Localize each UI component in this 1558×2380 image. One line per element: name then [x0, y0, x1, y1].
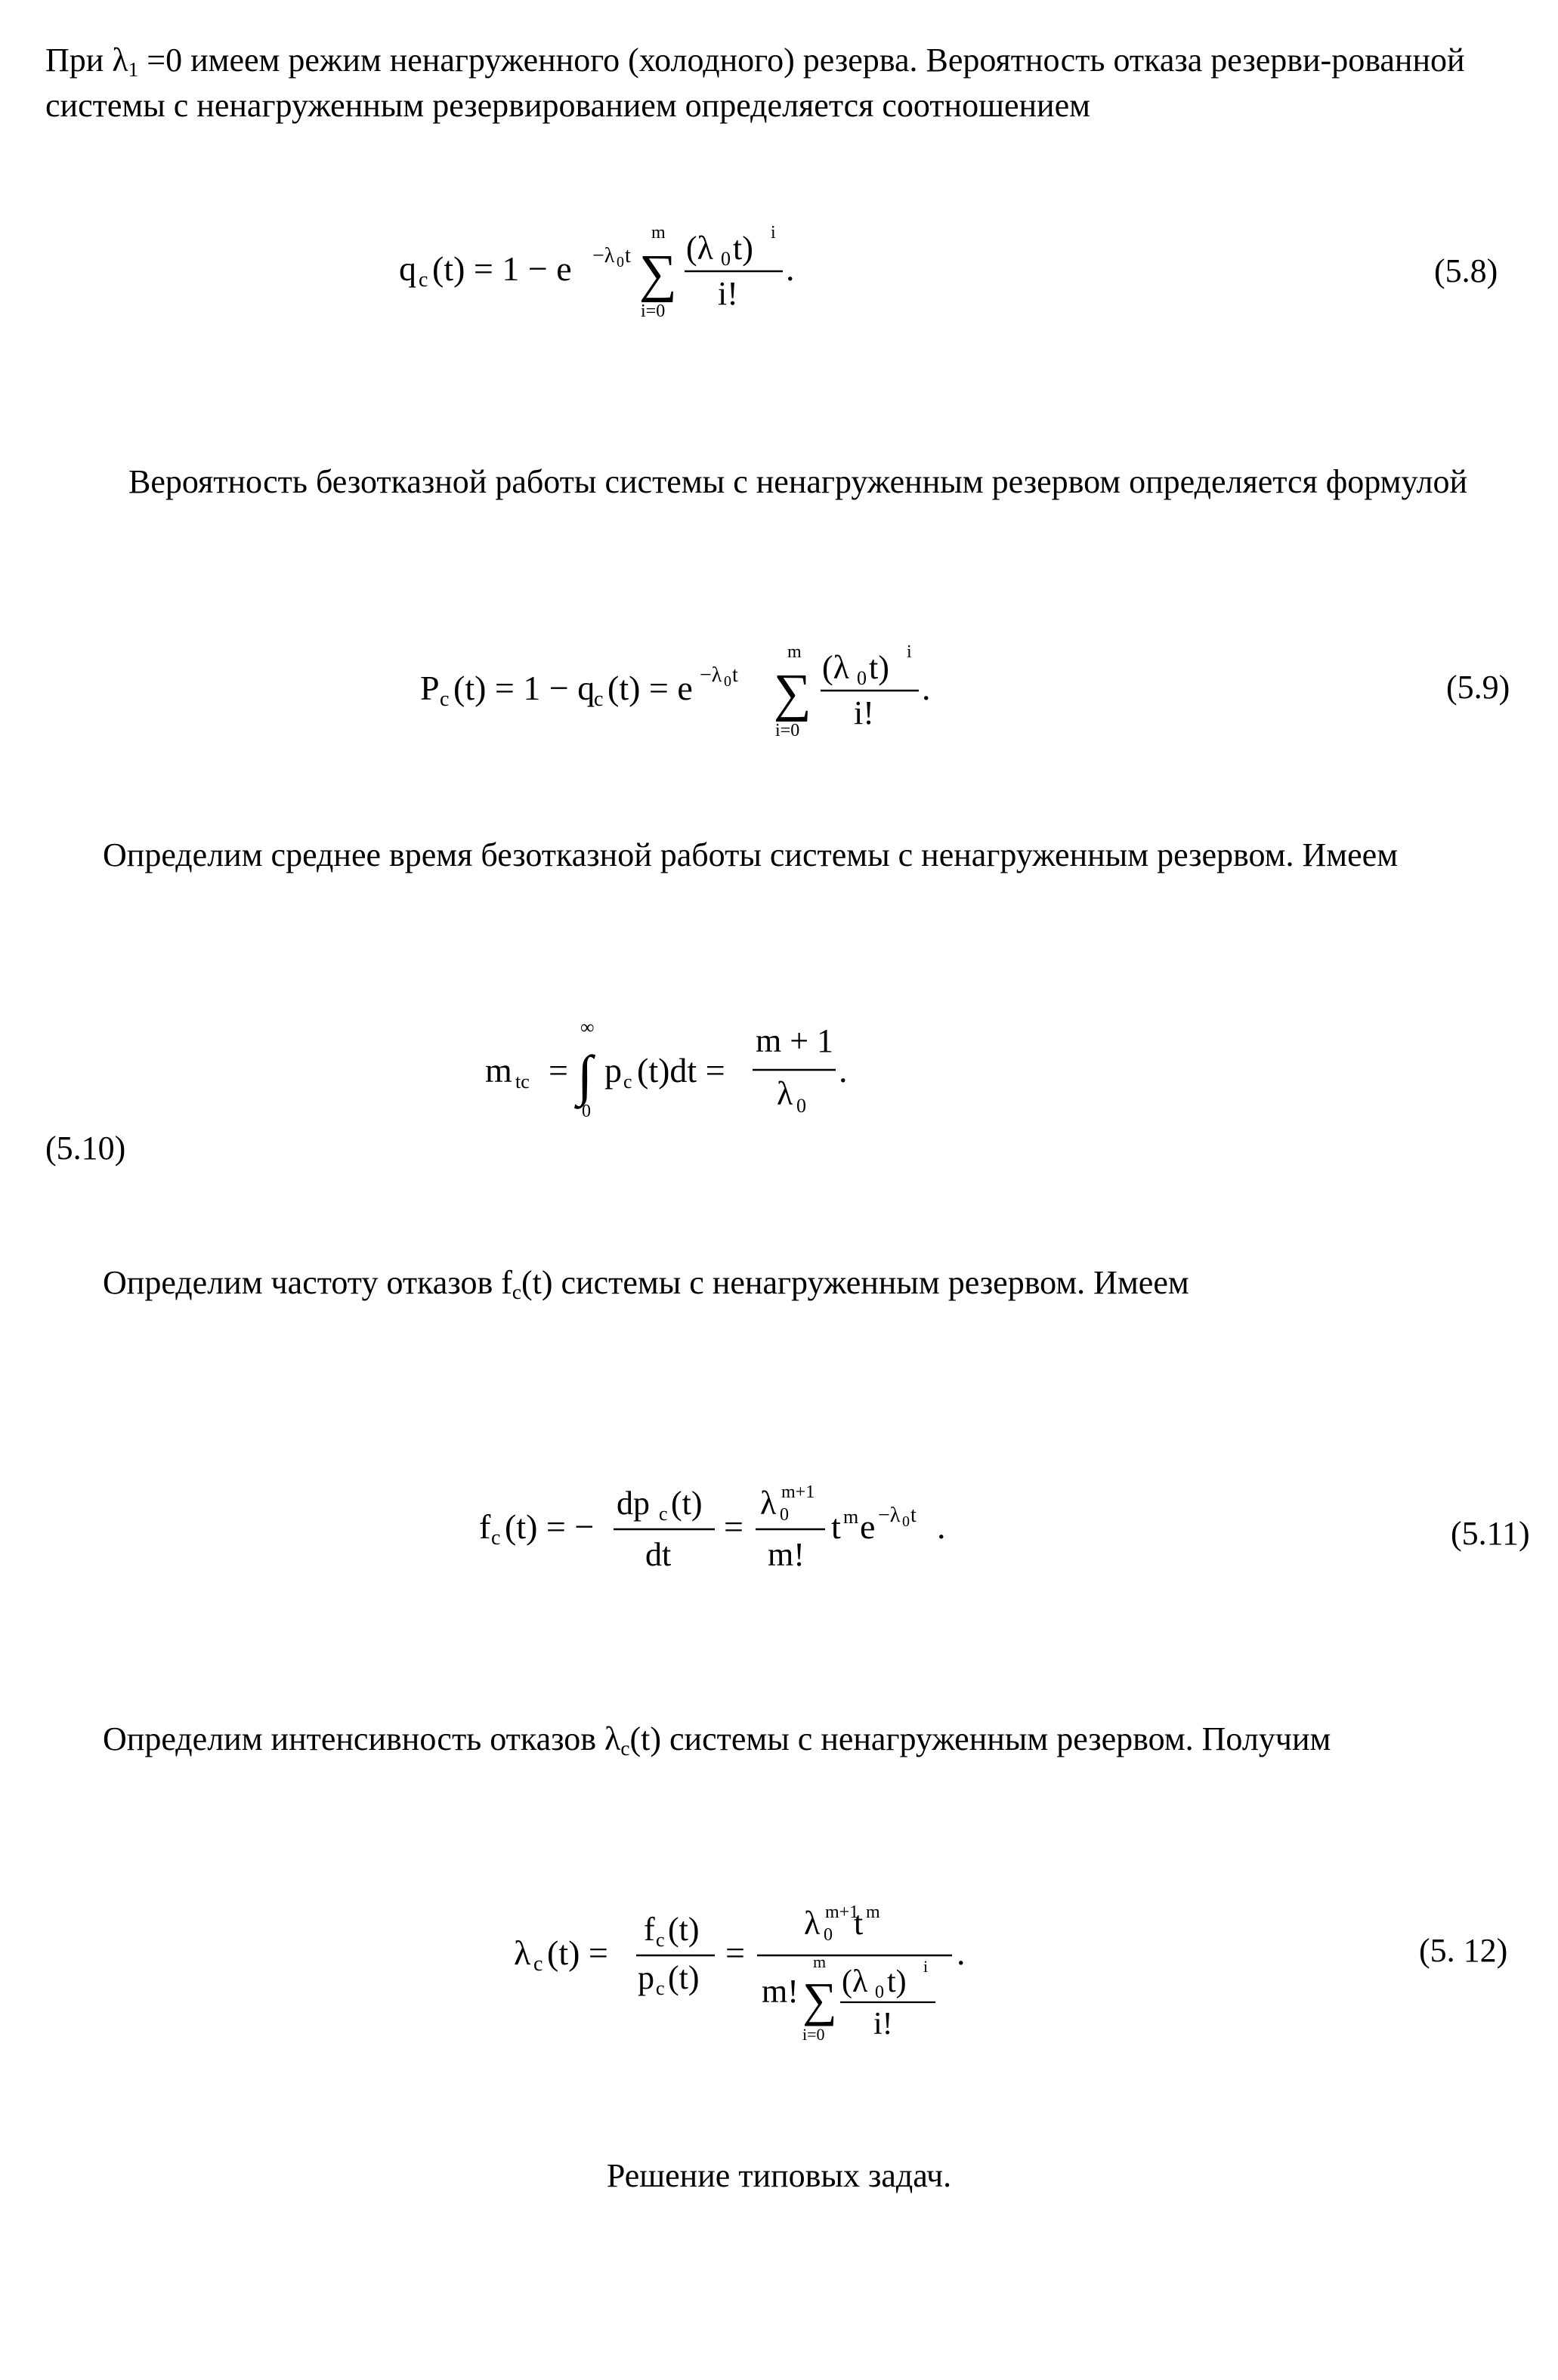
- sigma-icon: ∑: [802, 1973, 837, 2026]
- eq-exp: −λ: [878, 1504, 901, 1527]
- eq-sum-top: m: [813, 1952, 827, 1971]
- eq-tail-sup: m: [843, 1506, 859, 1528]
- eq-inner-num-sub: 0: [875, 1983, 884, 2002]
- eq-num-sup: i: [771, 223, 776, 243]
- eq-mid1-sub: c: [594, 688, 604, 711]
- eq-f2-den-pre: m!: [762, 1973, 799, 2010]
- eq-f1-num: f: [644, 1911, 655, 1948]
- eq-tail-e: e: [860, 1507, 876, 1546]
- equation-5-11: [473, 1472, 972, 1585]
- eq-f2-num-sub: 0: [824, 1925, 833, 1945]
- eq-f2-num-sub: 0: [780, 1505, 789, 1525]
- eq-inner-num-end: t): [887, 1964, 907, 1999]
- subscript: c: [620, 1736, 630, 1760]
- eq-lhs-sub: c: [491, 1526, 501, 1550]
- text-run: (t) системы с ненагруженным резервом. Имеем: [521, 1264, 1189, 1301]
- eq-equals: =: [724, 1507, 743, 1546]
- eq-den: i!: [718, 275, 738, 312]
- paragraph-hazard-rate-intro: [45, 1717, 1519, 1762]
- eq-equals: =: [725, 1933, 745, 1972]
- sigma-icon: ∑: [639, 245, 677, 303]
- eq-lhs-sub: c: [533, 1952, 543, 1976]
- eq-integrand: p: [604, 1051, 622, 1090]
- paragraph-failure-rate-intro: [45, 1260, 1519, 1306]
- equation-number: (5.9): [1446, 669, 1510, 706]
- text-run: Вероятность безотказной работы системы с ненагруженным резервом определяется формулой: [128, 463, 1468, 500]
- equation-number: (5.10): [45, 1130, 126, 1167]
- equation-5-12: [508, 1889, 991, 2055]
- eq-lhs: λ: [514, 1933, 531, 1972]
- eq-lhs: q: [399, 249, 416, 288]
- equation-number: (5. 12): [1419, 1932, 1508, 1969]
- eq-inner-num: (λ: [842, 1964, 868, 1999]
- eq-exp: −λ: [592, 244, 615, 267]
- eq-lhs-sub: tc: [515, 1071, 530, 1093]
- eq-int-bottom: 0: [582, 1102, 591, 1121]
- eq-lhs-sub: c: [440, 688, 450, 711]
- eq-den-sub: 0: [796, 1095, 806, 1117]
- eq-lhs: f: [479, 1507, 491, 1546]
- eq-num: m + 1: [756, 1022, 834, 1059]
- eq-end: .: [922, 669, 931, 707]
- eq-f1-num-sub: c: [656, 1929, 665, 1951]
- eq-lhs-sub: c: [419, 268, 428, 292]
- eq-f1-den-sub: c: [656, 1977, 665, 1999]
- eq-f2-num-sup: m+1: [781, 1482, 815, 1502]
- eq-end: .: [957, 1933, 966, 1972]
- subscript: 1: [128, 57, 139, 81]
- text-run: Определим интенсивность отказов λ: [103, 1720, 621, 1757]
- integral-icon: ∫: [577, 1045, 593, 1107]
- eq-integrand-end: (t)dt =: [637, 1051, 725, 1090]
- eq-exp-sub: 0: [902, 1513, 910, 1530]
- eq-tail: t: [831, 1507, 841, 1546]
- eq-exp: −λ: [700, 663, 722, 687]
- text-run: Определим среднее время безотказной работы системы с ненагруженным резервом. Имеем: [103, 836, 1399, 873]
- eq-f2-num: λ: [804, 1905, 821, 1942]
- eq-f1-den-end: (t): [668, 1959, 700, 1996]
- equation-5-9: [414, 635, 943, 748]
- paragraph-reliability-formula-intro: [45, 459, 1519, 505]
- sigma-icon: ∑: [774, 664, 811, 722]
- eq-num-end: t): [733, 230, 753, 267]
- eq-sum-top: m: [787, 642, 802, 662]
- eq-f1-num: dp: [617, 1485, 650, 1522]
- eq-f2-num-sup: m+1: [825, 1902, 859, 1922]
- eq-num: (λ: [822, 649, 849, 686]
- eq-end: .: [839, 1051, 848, 1090]
- eq-end: .: [786, 249, 795, 288]
- eq-exp-t: t: [625, 244, 631, 267]
- eq-end: .: [937, 1507, 946, 1546]
- eq-int-top: ∞: [580, 1016, 595, 1038]
- eq-sum-top: m: [651, 223, 666, 243]
- eq-exp-sub: 0: [617, 254, 624, 270]
- text-run: Определим частоту отказов f: [103, 1264, 512, 1301]
- eq-mid1: (t) = 1 − q: [453, 669, 595, 707]
- eq-num-sup: i: [907, 642, 912, 662]
- eq-num-sub: 0: [857, 667, 867, 689]
- eq-den: i!: [854, 694, 874, 731]
- eq-f1-den: p: [638, 1959, 654, 1996]
- text-run: (t) системы с ненагруженным резервом. Получим: [629, 1720, 1331, 1757]
- eq-f2-num-t-sup: m: [866, 1902, 880, 1922]
- eq-num-sub: 0: [721, 248, 731, 270]
- eq-sum-bottom: i=0: [775, 721, 800, 740]
- eq-f2-den: m!: [768, 1536, 805, 1573]
- equation-number: (5.11): [1451, 1515, 1530, 1552]
- eq-sum-bottom: i=0: [641, 301, 666, 321]
- eq-lhs-end: (t) = −: [505, 1507, 595, 1546]
- eq-lhs: P: [420, 669, 440, 707]
- eq-mid2: (t) = e: [607, 669, 693, 707]
- eq-equals: =: [549, 1051, 568, 1090]
- eq-den: λ: [777, 1075, 793, 1112]
- eq-sum-bottom: i=0: [802, 2025, 825, 2044]
- eq-f1-num-sub: c: [659, 1503, 668, 1525]
- text-run: =0 имеем режим ненагруженного (холодного) резерва. Вероятность отказа резерви-рованной системы с ненагруженным резервированием определяется соотношением: [45, 42, 1465, 124]
- section-heading: Решение типовых задач.: [606, 2157, 952, 2194]
- eq-num-end: t): [869, 649, 889, 686]
- eq-exp-t: t: [910, 1504, 917, 1527]
- eq-f1-den: dt: [645, 1536, 672, 1573]
- eq-inner-num-sup: i: [923, 1957, 929, 1976]
- eq-f1-num-end: (t): [671, 1485, 703, 1522]
- eq-lhs-end: (t) =: [547, 1933, 608, 1972]
- equation-5-8: [393, 215, 816, 329]
- eq-num: (λ: [686, 230, 713, 267]
- eq-lhs-arg: (t) = 1 − e: [432, 249, 572, 288]
- eq-exp-t: t: [732, 663, 738, 687]
- paragraph-cold-reserve-intro: [45, 38, 1519, 128]
- equation-5-10: [478, 1012, 870, 1133]
- eq-inner-den: i!: [873, 2007, 893, 2042]
- eq-lhs: m: [485, 1051, 512, 1090]
- eq-integrand-sub: c: [623, 1071, 632, 1093]
- eq-exp-sub: 0: [724, 673, 731, 690]
- subscript: c: [512, 1280, 521, 1303]
- text-run: При λ: [45, 42, 128, 79]
- paragraph-mean-time-intro: [45, 833, 1519, 878]
- eq-f2-num-t: t: [854, 1905, 864, 1942]
- eq-f1-num-end: (t): [668, 1911, 700, 1948]
- eq-f2-num: λ: [760, 1485, 777, 1522]
- equation-number: (5.8): [1434, 252, 1498, 289]
